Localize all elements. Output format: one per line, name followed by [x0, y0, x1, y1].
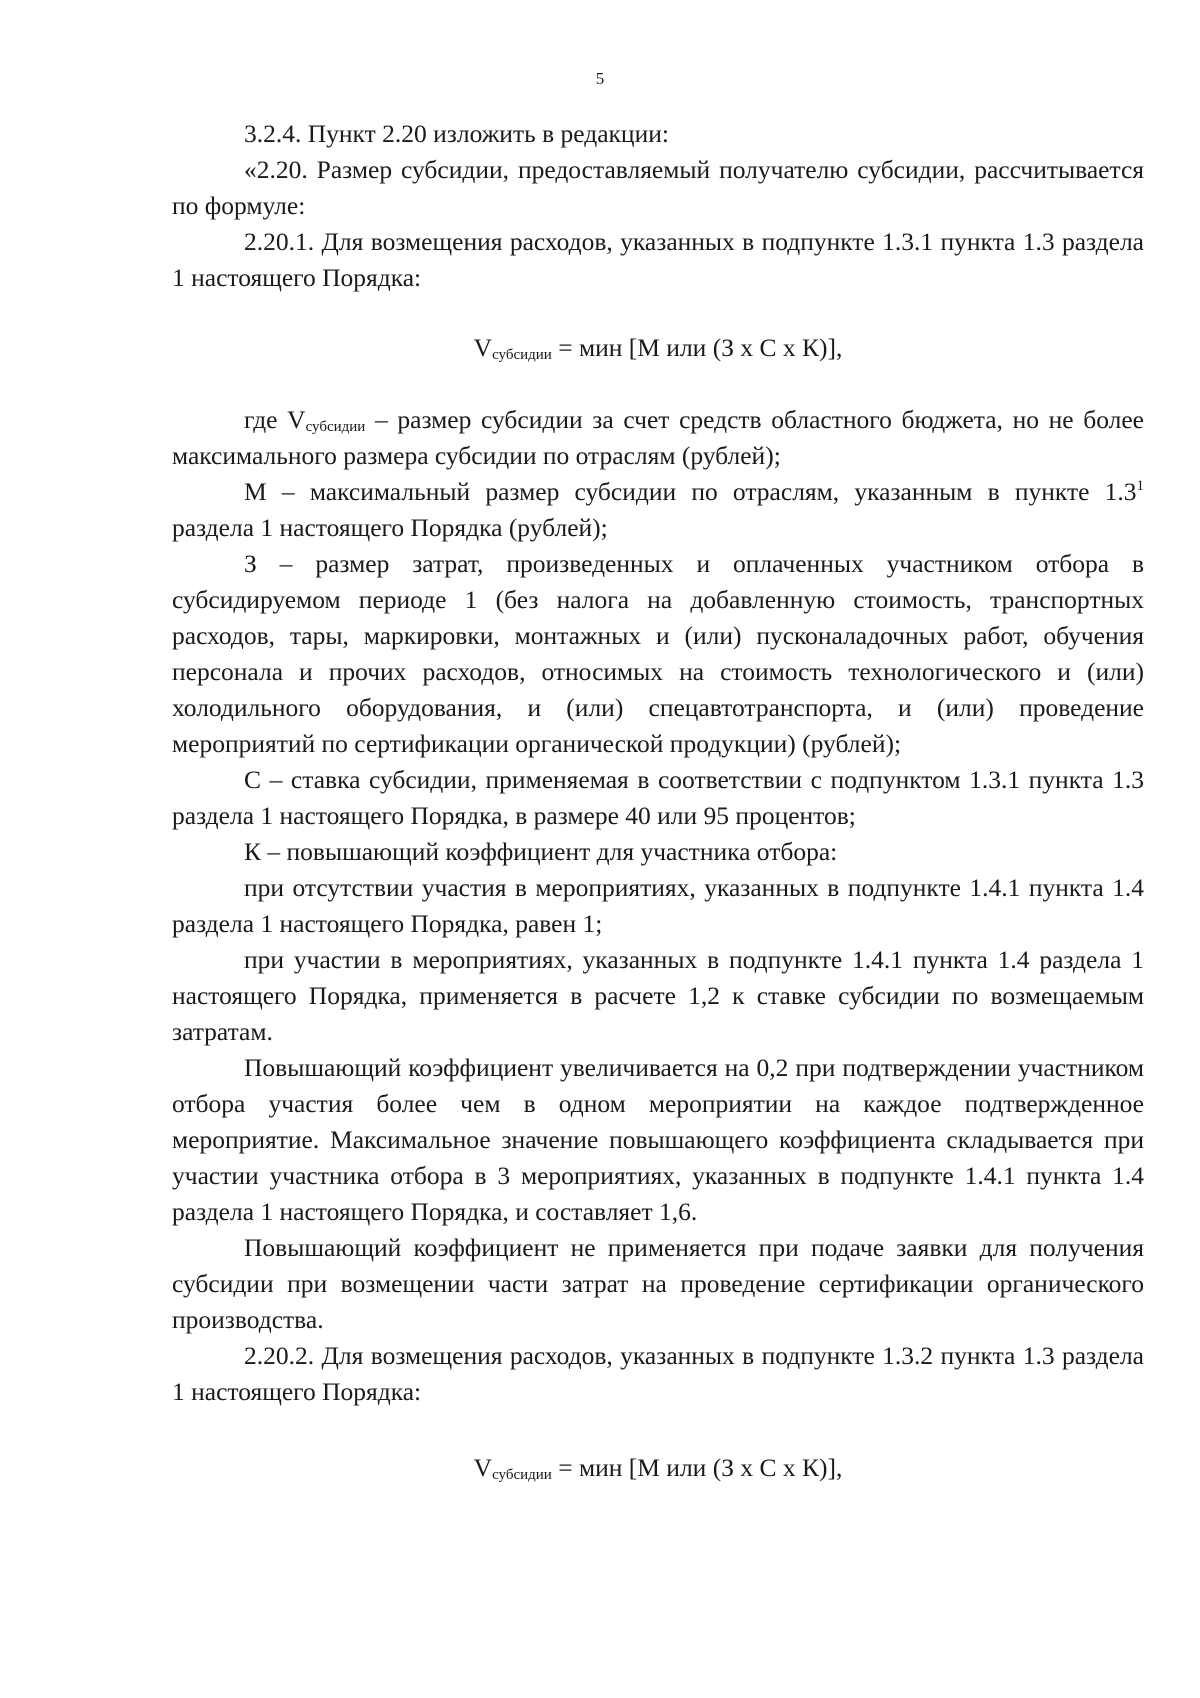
- formula-subsidy-1: [172, 330, 1144, 366]
- formula-subscript: субсидии: [492, 1467, 552, 1483]
- paragraph-k-definition: К – повышающий коэффициент для участника отбора:: [244, 837, 838, 866]
- formula-variable: V: [473, 333, 493, 362]
- formula-subscript: субсидии: [492, 347, 552, 363]
- text-fragment: М – максимальный размер субсидии по отраслям, указанным в пункте 1.3: [244, 477, 1137, 506]
- paragraph-z-definition: З – размер затрат, произведенных и оплаченных участником отбора в субсидируемом периоде 1 (без налога на добавленную стоимость, транспортных расходов, тары, маркировки, монтажных и (или) пусконаладочных работ, обучения персонала и прочих расходов, относимых на стоимость технологического и (или) холодильного оборудования, и (или) спецавтотранспорта, и (или) проведение мероприятий по сертификации органической продукции) (рублей);: [172, 549, 1144, 758]
- text-subscript: субсидии: [305, 419, 366, 435]
- paragraph-k-not-applied: Повышающий коэффициент не применяется при подаче заявки для получения субсидии при возмещении части затрат на проведение сертификации органического производства.: [172, 1233, 1144, 1334]
- paragraph-k-increase: Повышающий коэффициент увеличивается на 0,2 при подтверждении участником отбора участия более чем в одном мероприятии на каждое подтвержденное мероприятие. Максимальное значение повышающего коэффициента складывается при участии участника отбора в 3 мероприятиях, указанных в подпункте 1.4.1 пункта 1.4 раздела 1 настоящего Порядка, и составляет 1,6.: [172, 1053, 1144, 1226]
- paragraph-where-v: [172, 402, 1144, 474]
- paragraph-2-20-2: 2.20.2. Для возмещения расходов, указанных в подпункте 1.3.2 пункта 1.3 раздела 1 настоящего Порядка:: [172, 1341, 1144, 1406]
- paragraph-m-definition: [172, 474, 1144, 546]
- document-body: [172, 116, 1144, 1486]
- paragraph-2-20-1: 2.20.1. Для возмещения расходов, указанных в подпункте 1.3.1 пункта 1.3 раздела 1 настоящего Порядка:: [172, 227, 1144, 292]
- formula-variable: V: [473, 1453, 493, 1482]
- page-number: 5: [595, 69, 605, 88]
- paragraph-k-participation: при участии в мероприятиях, указанных в подпункте 1.4.1 пункта 1.4 раздела 1 настоящего Порядка, применяется в расчете 1,2 к ставке субсидии по возмещаемым затратам.: [172, 945, 1144, 1046]
- text-superscript: 1: [1136, 478, 1144, 494]
- formula-expression: = мин [М или (З х С х К)],: [551, 333, 843, 362]
- text-fragment: где V: [244, 405, 306, 434]
- paragraph-3-2-4: 3.2.4. Пункт 2.20 изложить в редакции:: [244, 119, 669, 148]
- formula-expression: = мин [М или (З х С х К)],: [551, 1453, 843, 1482]
- paragraph-c-definition: С – ставка субсидии, применяемая в соответствии с подпунктом 1.3.1 пункта 1.3 раздела 1 настоящего Порядка, в размере 40 или 95 процентов;: [172, 765, 1144, 830]
- paragraph-2-20: «2.20. Размер субсидии, предоставляемый получателю субсидии, рассчитывается по формуле:: [172, 155, 1144, 220]
- text-fragment: – размер субсидии за счет средств областного бюджета, но не более максимального размера субсидии по отраслям (рублей);: [172, 405, 1144, 470]
- text-fragment: раздела 1 настоящего Порядка (рублей);: [172, 513, 608, 542]
- formula-subsidy-2: [172, 1450, 1144, 1486]
- paragraph-k-no-participation: при отсутствии участия в мероприятиях, указанных в подпункте 1.4.1 пункта 1.4 раздела 1 настоящего Порядка, равен 1;: [172, 873, 1144, 938]
